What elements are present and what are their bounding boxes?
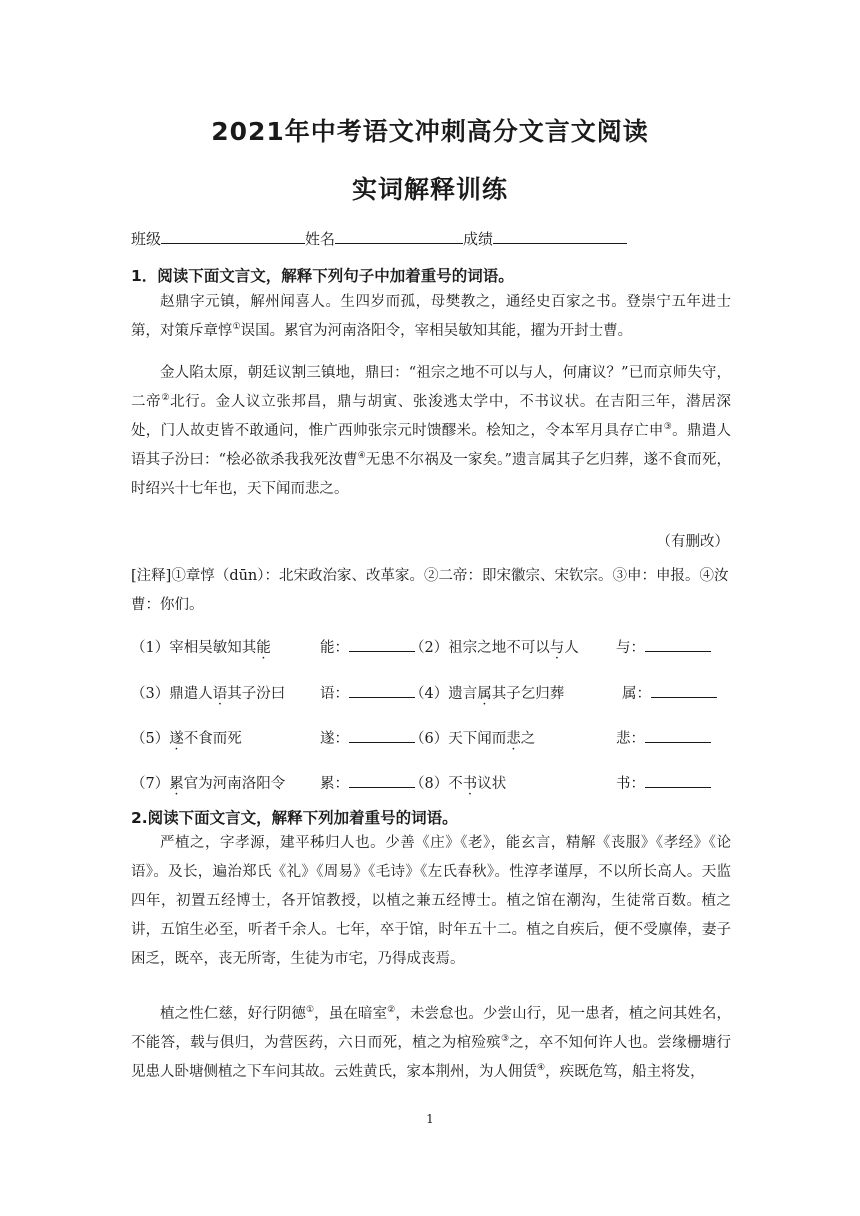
- answer-blank[interactable]: [349, 774, 415, 788]
- section2-paragraph-2: 植之性仁慈，好行阴德①，虽在暗室②，未尝怠也。少尝山行，见一患者，植之问其姓名，不能答，载与俱归，为营医药，六日而死，植之为棺殓殡③之，卒不知何许人也。尝缘栅塘行见患人卧塘侧植之下车问其故。云姓黄氏，家本荆州，为人佣赁④，疾既危笃，船主将发，: [131, 1005, 732, 1080]
- question-5-answer: 遂：: [320, 727, 415, 748]
- question-1: （1）宰相吴敏知其能: [131, 640, 271, 656]
- question-8: （8）不书议状: [410, 776, 507, 792]
- emphasis-word: 能: [256, 640, 271, 656]
- class-label: 班级: [131, 230, 162, 248]
- emphasis-word: 与: [549, 640, 565, 656]
- score-blank[interactable]: [493, 229, 627, 244]
- question-2: （2）祖宗之地不可以与人: [410, 640, 579, 656]
- question-3: （3）鼎遣人语其子汾曰: [131, 686, 286, 702]
- question-7: （7）累官为河南洛阳令: [131, 776, 286, 792]
- question-4-answer: 属：: [622, 682, 717, 703]
- answer-blank[interactable]: [651, 684, 717, 698]
- question-3-answer: 语：: [320, 682, 415, 703]
- annotation-note: [注释]①章惇（dūn）：北宋政治家、改革家。②二帝：即宋徽宗、宋钦宗。③申：申报。④汝曹：你们。: [131, 568, 729, 613]
- question-8-answer: 书：: [616, 772, 711, 793]
- answer-blank[interactable]: [349, 729, 415, 743]
- emphasis-word: 书: [462, 776, 478, 792]
- answer-blank[interactable]: [645, 638, 711, 652]
- question-4: （4）遗言属其子乞归葬: [410, 686, 565, 702]
- section2-heading: 2.阅读下面文言文，解释下列加着重号的词语。: [131, 809, 458, 827]
- question-6-answer: 悲：: [616, 727, 711, 748]
- emphasis-word: 属: [477, 686, 492, 702]
- name-label: 姓名: [305, 230, 336, 248]
- section1-paragraph-2: 金人陷太原，朝廷议割三镇地，鼎曰：“祖宗之地不可以与人，何庸议？”已而京师失守，二帝②北行。金人议立张邦昌，鼎与胡寅、张浚逃太学中，不书议状。在吉阳三年，潜居深处，门人故吏皆不敢通问，惟广西帅张宗元时馈醪米。桧知之，令本军月具存亡申③。鼎遣人语其子汾曰：“桧必欲杀我我死汝曹④无患不尔祸及一家矣。”遗言属其子乞归葬，遂不食而死，时绍兴十七年也，天下闻而悲之。: [131, 365, 732, 497]
- answer-blank[interactable]: [645, 774, 711, 788]
- source-note: （有删改）: [656, 534, 729, 550]
- answer-blank[interactable]: [349, 684, 415, 698]
- student-info-fields: [131, 228, 627, 249]
- emphasis-word: 累: [169, 776, 184, 792]
- emphasis-word: 遂: [169, 731, 184, 747]
- page-number: 1: [426, 1112, 434, 1126]
- question-7-answer: 累：: [320, 772, 415, 793]
- document-title: 2021年中考语文冲刺高分文言文阅读: [211, 117, 649, 146]
- document-subtitle: 实词解释训练: [351, 175, 508, 204]
- question-6: （6）天下闻而悲之: [410, 731, 536, 747]
- question-1-answer: 能：: [320, 636, 415, 657]
- score-label: 成绩: [463, 230, 494, 248]
- name-blank[interactable]: [335, 229, 463, 244]
- section1-heading: 1．阅读下面文言文，解释下列句子中加着重号的词语。: [131, 267, 514, 285]
- class-blank[interactable]: [161, 229, 305, 244]
- question-5: （5）遂不食而死: [131, 731, 242, 747]
- question-2-answer: 与：: [616, 636, 711, 657]
- emphasis-word: 语: [212, 686, 228, 702]
- section2-paragraph-1: 严植之，字孝源，建平秭归人也。少善《庄》《老》，能玄言，精解《丧服》《孝经》《论语》。及长，遍治郑氏《礼》《周易》《毛诗》《左氏春秋》。性淳孝谨厚，不以所长高人。天监四年，初置五经博士，各开馆教授，以植之兼五经博士。植之馆在潮沟，生徒常百数。植之讲，五馆生必至，听者千余人。七年，卒于馆，时年五十二。植之自疾后，便不受廪俸，妻子困乏，既卒，丧无所寄，生徒为市宅，乃得成丧焉。: [131, 835, 731, 967]
- answer-blank[interactable]: [349, 638, 415, 652]
- section1-paragraph-1: 赵鼎字元镇，解州闻喜人。生四岁而孤，母樊教之，通经史百家之书。登崇宁五年进士第，对策斥章惇①误国。累官为河南洛阳令，宰相吴敏知其能，擢为开封士曹。: [131, 294, 731, 339]
- answer-blank[interactable]: [645, 729, 711, 743]
- emphasis-word: 悲: [506, 731, 521, 747]
